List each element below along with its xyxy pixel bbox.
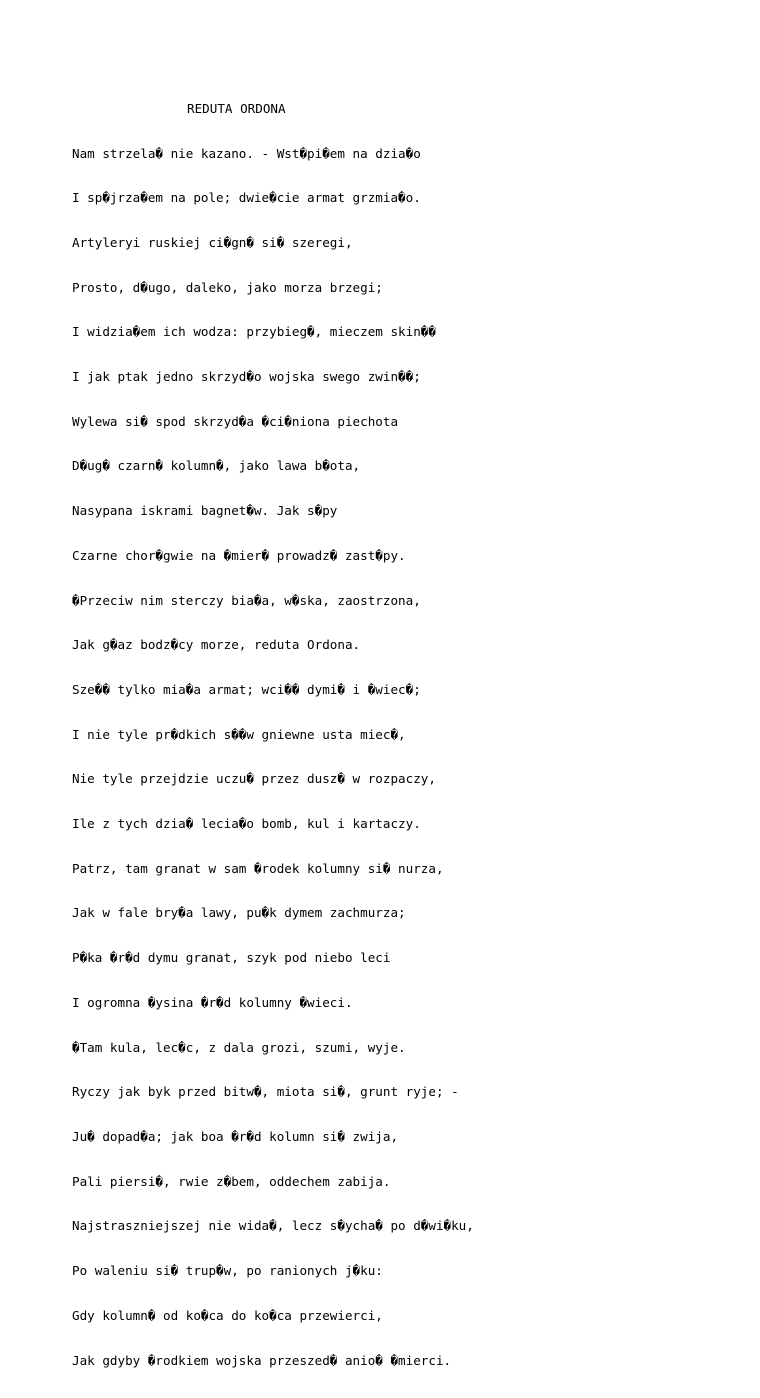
poem-line: Nie tyle przejdzie uczu� przez dusz� w rozpaczy, bbox=[72, 771, 436, 787]
poem-line: Czarne chor�gwie na �mier� prowadz� zast�py. bbox=[72, 547, 406, 563]
poem-line: Jak gdyby �rodkiem wojska przeszed� anio� �mierci. bbox=[72, 1352, 452, 1368]
poem-line: Jak g�az bodz�cy morze, reduta Ordona. bbox=[72, 637, 361, 653]
poem-line: I nie tyle pr�dkich s��w gniewne usta miec�, bbox=[72, 726, 406, 742]
poem-line: P�ka �r�d dymu granat, szyk pod niebo leci bbox=[72, 950, 391, 966]
poem-line: Gdy kolumn� od ko�ca do ko�ca przewierci, bbox=[72, 1307, 383, 1323]
poem-line: Artyleryi ruskiej ci�gn� si� szeregi, bbox=[72, 234, 353, 250]
poem-line: �Przeciw nim sterczy bia�a, w�ska, zaostrzona, bbox=[72, 592, 421, 608]
poem-line: Pali piersi�, rwie z�bem, oddechem zabija. bbox=[72, 1173, 391, 1189]
poem-title: REDUTA ORDONA bbox=[187, 100, 286, 116]
poem-line: Ryczy jak byk przed bitw�, miota si�, grunt ryje; - bbox=[72, 1084, 459, 1100]
poem-line: Najstraszniejszej nie wida�, lecz s�ycha� po d�wi�ku, bbox=[72, 1218, 474, 1234]
poem-line: D�ug� czarn� kolumn�, jako lawa b�ota, bbox=[72, 458, 361, 474]
poem-line: Prosto, d�ugo, daleko, jako morza brzegi; bbox=[72, 279, 383, 295]
poem-text bbox=[72, 72, 474, 1398]
poem-line: Nasypana iskrami bagnet�w. Jak s�py bbox=[72, 503, 338, 519]
poem-line: Wylewa si� spod skrzyd�a �ci�niona piechota bbox=[72, 413, 399, 429]
poem-line: Ju� dopad�a; jak boa �r�d kolumn si� zwija, bbox=[72, 1128, 399, 1144]
poem-line: �Tam kula, lec�c, z dala grozi, szumi, wyje. bbox=[72, 1039, 406, 1055]
poem-line: I ogromna �ysina �r�d kolumny �wieci. bbox=[72, 994, 353, 1010]
poem-line: Nam strzela� nie kazano. - Wst�pi�em na dzia�o bbox=[72, 145, 421, 161]
poem-line: Jak w fale bry�a lawy, pu�k dymem zachmurza; bbox=[72, 905, 406, 921]
poem-line: I jak ptak jedno skrzyd�o wojska swego zwin��; bbox=[72, 369, 421, 385]
poem-line: I sp�jrza�em na pole; dwie�cie armat grzmia�o. bbox=[72, 190, 421, 206]
poem-line: I widzia�em ich wodza: przybieg�, mieczem skin�� bbox=[72, 324, 436, 340]
poem-line: Sze�� tylko mia�a armat; wci�� dymi� i �wiec�; bbox=[72, 681, 421, 697]
poem-line: Patrz, tam granat w sam �rodek kolumny si� nurza, bbox=[72, 860, 444, 876]
poem-line: Ile z tych dzia� lecia�o bomb, kul i kartaczy. bbox=[72, 816, 421, 832]
poem-line: Po waleniu si� trup�w, po ranionych j�ku: bbox=[72, 1263, 383, 1279]
